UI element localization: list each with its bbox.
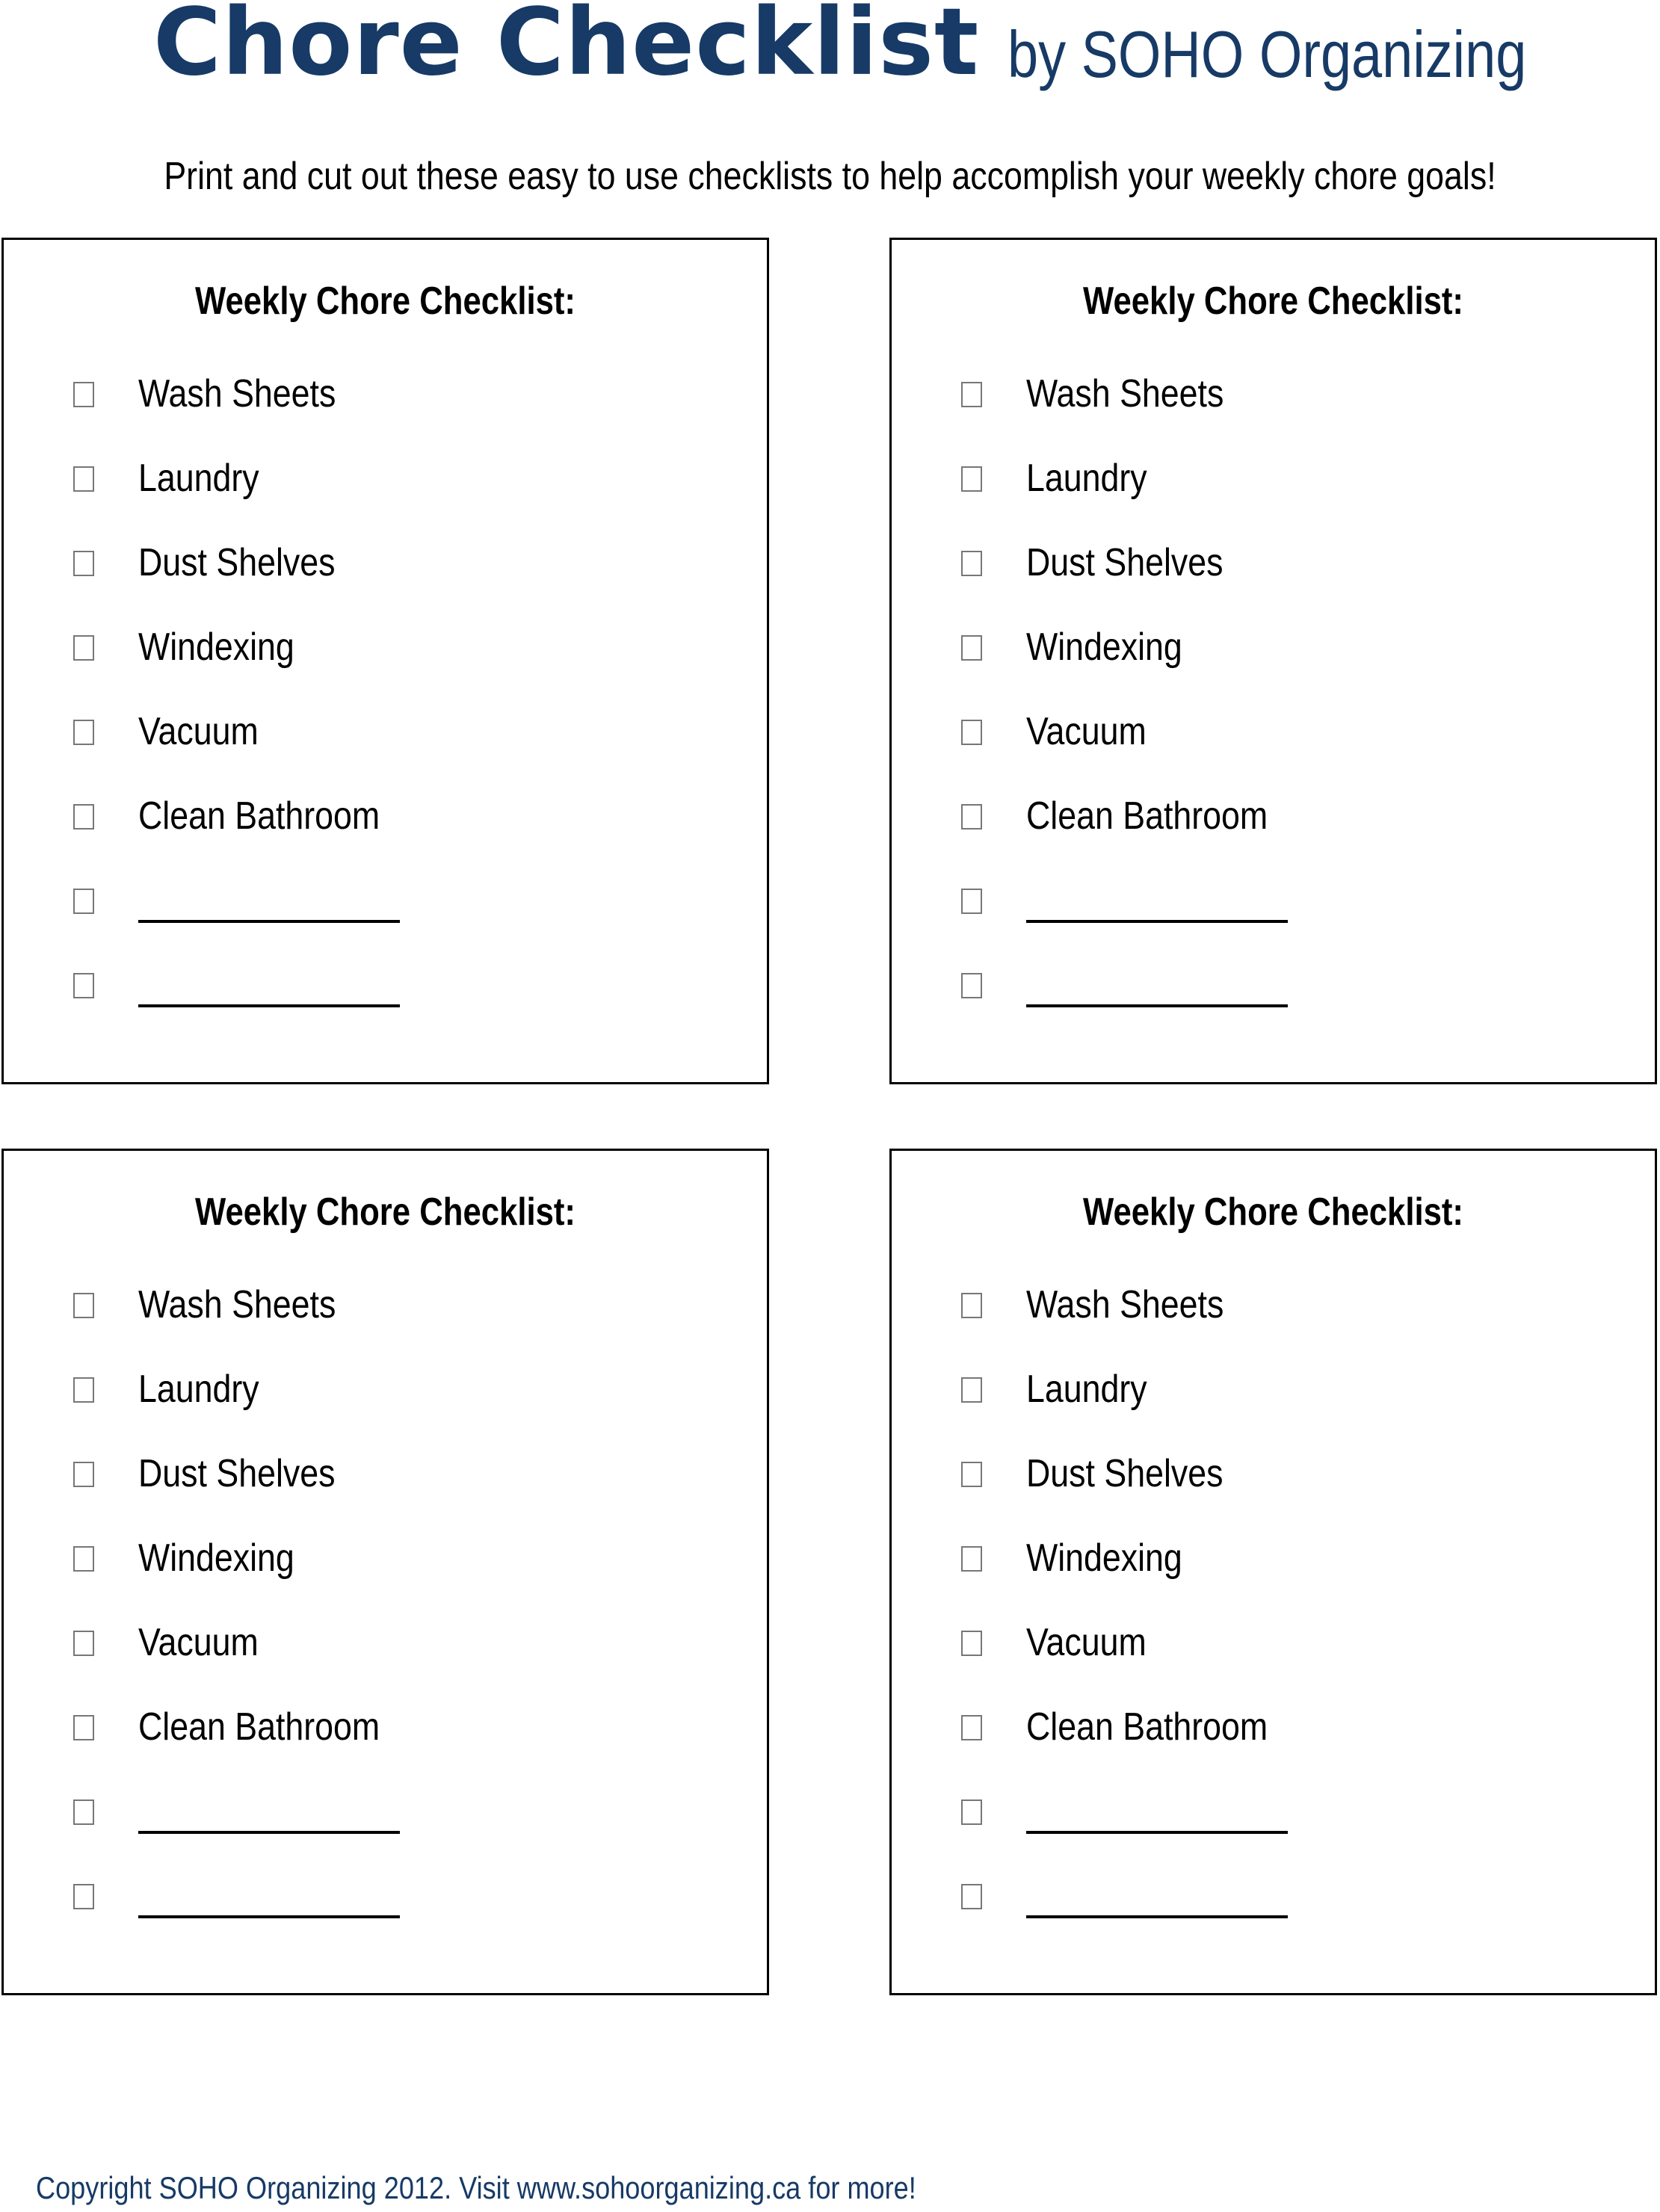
chore-item <box>892 789 1655 874</box>
chore-label: Clean Bathroom <box>1026 1705 1268 1749</box>
chore-label: Laundry <box>1026 457 1147 500</box>
chore-item <box>892 367 1655 451</box>
checkbox[interactable] <box>961 1884 982 1909</box>
checkbox[interactable] <box>73 1546 94 1572</box>
checkbox[interactable] <box>961 720 982 745</box>
chore-list <box>4 1278 767 1953</box>
chore-label: Dust Shelves <box>1026 1452 1224 1495</box>
checkbox[interactable] <box>73 720 94 745</box>
chore-label: Wash Sheets <box>1026 1283 1224 1326</box>
chore-label: Laundry <box>138 457 259 500</box>
checkbox[interactable] <box>961 635 982 661</box>
chore-item <box>892 705 1655 789</box>
chore-item <box>4 1700 767 1785</box>
byline: by SOHO Organizing <box>1008 17 1527 91</box>
chore-item <box>892 1362 1655 1447</box>
chore-item <box>4 1531 767 1616</box>
checkbox[interactable] <box>961 1715 982 1740</box>
chore-label: Laundry <box>1026 1368 1147 1411</box>
chore-item <box>892 1785 1655 1869</box>
blank-line <box>1026 920 1288 923</box>
chore-item <box>892 874 1655 958</box>
checklist-card <box>889 238 1657 1084</box>
chore-item <box>892 958 1655 1042</box>
chore-item <box>4 1616 767 1700</box>
checkbox[interactable] <box>73 1462 94 1487</box>
chore-label: Windexing <box>138 1536 294 1580</box>
chore-label: Clean Bathroom <box>1026 794 1268 838</box>
checkbox[interactable] <box>961 551 982 576</box>
chore-label: Vacuum <box>138 710 259 753</box>
chore-item <box>4 1785 767 1869</box>
chore-label: Vacuum <box>1026 710 1147 753</box>
chore-item <box>4 367 767 451</box>
checkbox[interactable] <box>961 1293 982 1318</box>
checkbox[interactable] <box>73 1715 94 1740</box>
checkbox[interactable] <box>73 889 94 914</box>
chore-item <box>892 1278 1655 1362</box>
checkbox[interactable] <box>961 1462 982 1487</box>
header <box>0 0 1660 112</box>
blank-line <box>138 1831 400 1834</box>
chore-label: Dust Shelves <box>1026 541 1224 584</box>
chore-label: Wash Sheets <box>138 372 336 415</box>
chore-item <box>4 451 767 536</box>
chore-label: Windexing <box>1026 1536 1182 1580</box>
chore-item <box>892 1869 1655 1953</box>
checkbox[interactable] <box>73 382 94 407</box>
checkbox[interactable] <box>73 466 94 492</box>
chore-item <box>892 1531 1655 1616</box>
chore-item <box>4 620 767 705</box>
checklist-card <box>1 1149 769 1995</box>
checklist-card <box>1 238 769 1084</box>
chore-item <box>892 536 1655 620</box>
chore-label: Vacuum <box>138 1621 259 1664</box>
checkbox[interactable] <box>961 382 982 407</box>
blank-line <box>138 920 400 923</box>
chore-item <box>4 1869 767 1953</box>
checkbox[interactable] <box>961 804 982 830</box>
chore-item <box>4 789 767 874</box>
chore-item <box>4 1362 767 1447</box>
chore-item <box>4 536 767 620</box>
checkbox[interactable] <box>73 1884 94 1909</box>
chore-item <box>892 1616 1655 1700</box>
checkbox[interactable] <box>961 1631 982 1656</box>
chore-list <box>892 1278 1655 1953</box>
checkbox[interactable] <box>961 889 982 914</box>
chore-label: Wash Sheets <box>138 1283 336 1326</box>
chore-item <box>892 620 1655 705</box>
chore-item <box>4 1278 767 1362</box>
checkbox[interactable] <box>73 635 94 661</box>
checkbox[interactable] <box>73 1293 94 1318</box>
chore-label: Wash Sheets <box>1026 372 1224 415</box>
checkbox[interactable] <box>961 466 982 492</box>
chore-label: Clean Bathroom <box>138 794 380 838</box>
chore-label: Vacuum <box>1026 1621 1147 1664</box>
chore-label: Dust Shelves <box>138 541 336 584</box>
checkbox[interactable] <box>961 1799 982 1825</box>
checklist-card <box>889 1149 1657 1995</box>
chore-item <box>4 1447 767 1531</box>
blank-line <box>1026 1004 1288 1007</box>
chore-item <box>892 1447 1655 1531</box>
chore-item <box>892 1700 1655 1785</box>
checkbox[interactable] <box>961 1546 982 1572</box>
chore-label: Windexing <box>1026 625 1182 669</box>
chore-item <box>4 874 767 958</box>
checkbox[interactable] <box>73 973 94 998</box>
chore-label: Clean Bathroom <box>138 1705 380 1749</box>
checkbox[interactable] <box>73 804 94 830</box>
checklist-title: Weekly Chore Checklist: <box>195 1190 576 1234</box>
chore-label: Windexing <box>138 625 294 669</box>
checklist-title: Weekly Chore Checklist: <box>1083 1190 1463 1234</box>
chore-label: Laundry <box>138 1368 259 1411</box>
checkbox[interactable] <box>961 1377 982 1403</box>
checklist-title: Weekly Chore Checklist: <box>1083 279 1463 323</box>
copyright-footer: Copyright SOHO Organizing 2012. Visit www.sohoorganizing.ca for more! <box>36 2170 916 2205</box>
chore-label: Dust Shelves <box>138 1452 336 1495</box>
checklist-title: Weekly Chore Checklist: <box>195 279 576 323</box>
chore-list <box>4 367 767 1042</box>
page-title: Chore Checklist <box>153 0 980 96</box>
blank-line <box>1026 1915 1288 1918</box>
blank-line <box>138 1915 400 1918</box>
chore-list <box>892 367 1655 1042</box>
blank-line <box>138 1004 400 1007</box>
blank-line <box>1026 1831 1288 1834</box>
checkbox[interactable] <box>961 973 982 998</box>
chore-item <box>4 958 767 1042</box>
checkbox[interactable] <box>73 551 94 576</box>
intro-text: Print and cut out these easy to use checklists to help accomplish your weekly chore goals! <box>164 155 1496 198</box>
chore-item <box>892 451 1655 536</box>
checkbox[interactable] <box>73 1631 94 1656</box>
chore-item <box>4 705 767 789</box>
checkbox[interactable] <box>73 1377 94 1403</box>
checkbox[interactable] <box>73 1799 94 1825</box>
